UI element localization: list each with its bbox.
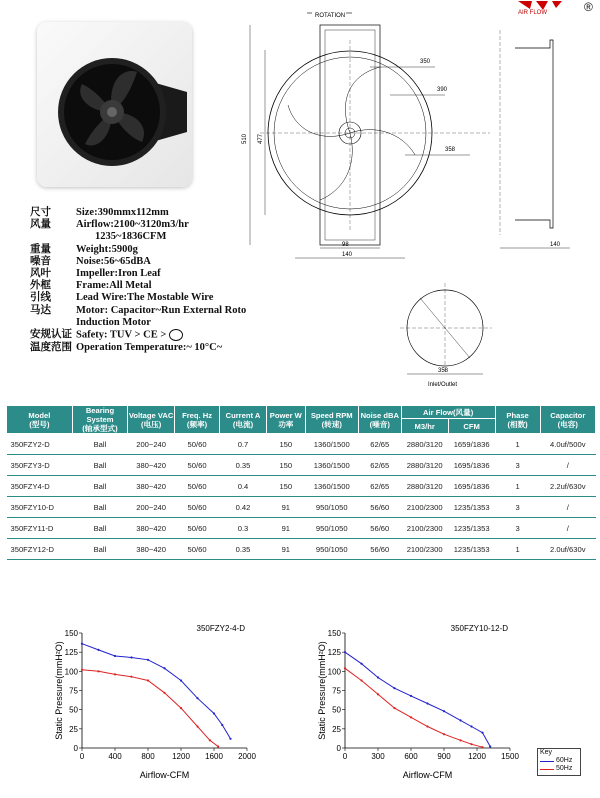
- data-point-50hz: [443, 733, 445, 735]
- x-tick-label: 800: [141, 752, 155, 761]
- table-cell: 200~240: [128, 497, 175, 518]
- data-point-50hz: [196, 725, 198, 727]
- table-cell: 0.35: [220, 539, 267, 560]
- spec-value: Airflow:2100~3120m3/hr: [76, 219, 189, 231]
- spec-list: [30, 207, 270, 354]
- chart-title: 350FZY10-12-D: [450, 624, 508, 633]
- spec-value: Impeller:Iron Leaf: [76, 268, 161, 280]
- data-point-50hz: [393, 707, 395, 709]
- table-cell: 1360/1500: [305, 434, 358, 455]
- airflow-logo-label: AIR FLOW: [518, 10, 548, 16]
- table-cell: 4.0uf/500v: [540, 434, 595, 455]
- table-cell: 2880/3120: [401, 434, 448, 455]
- data-point-50hz: [344, 667, 346, 669]
- spec-value: Induction Motor: [76, 316, 151, 328]
- data-point-50hz: [459, 739, 461, 741]
- data-point-60hz: [180, 679, 182, 681]
- dim-350: 350: [420, 59, 431, 65]
- th-noise: Noise dBA (噪音): [358, 406, 401, 434]
- registered-mark: ®: [584, 0, 593, 14]
- table-cell: 2880/3120: [401, 455, 448, 476]
- th-power: Power W 功率: [266, 406, 305, 434]
- th-voltage: Voltage VAC (电压): [128, 406, 175, 434]
- table-cell: 56/60: [358, 518, 401, 539]
- table-cell: 350FZY12-D: [7, 539, 73, 560]
- data-point-60hz: [489, 745, 491, 747]
- dim-140-bottom: 140: [342, 252, 353, 258]
- x-tick-label: 300: [371, 752, 385, 761]
- data-point-60hz: [470, 725, 472, 727]
- table-cell: 200~240: [128, 434, 175, 455]
- table-cell: 0.42: [220, 497, 267, 518]
- x-tick-label: 1200: [172, 752, 190, 761]
- spec-row: [30, 231, 270, 243]
- table-cell: Ball: [72, 518, 127, 539]
- data-point-50hz: [377, 693, 379, 695]
- table-cell: 50/60: [175, 455, 220, 476]
- data-point-50hz: [163, 692, 165, 694]
- x-tick-label: 1200: [468, 752, 486, 761]
- th-current: Current A (电流): [220, 406, 267, 434]
- data-point-50hz: [410, 716, 412, 718]
- y-tick-label: 25: [332, 724, 341, 734]
- th-capacitor: Capacitor (电容): [540, 406, 595, 434]
- data-point-60hz: [114, 655, 116, 657]
- key-label-60hz: 60Hz: [556, 757, 573, 764]
- table-cell: 950/1050: [305, 518, 358, 539]
- data-point-60hz: [377, 676, 379, 678]
- table-cell: 2.2uf/630v: [540, 476, 595, 497]
- table-cell: 1659/1836: [448, 434, 495, 455]
- data-point-60hz: [426, 702, 428, 704]
- table-cell: Ball: [72, 539, 127, 560]
- spec-label-cn: 安规认证: [30, 329, 72, 341]
- spec-row: [30, 268, 270, 280]
- table-cell: 50/60: [175, 518, 220, 539]
- key-line-60hz: [540, 761, 554, 762]
- spec-row: [30, 207, 270, 219]
- data-point-50hz: [360, 679, 362, 681]
- data-point-60hz: [97, 649, 99, 651]
- table-cell: 2100/2300: [401, 518, 448, 539]
- y-axis-label: Static Pressure(mmH²O): [54, 641, 64, 740]
- data-point-50hz: [130, 676, 132, 678]
- spec-value: Frame:All Metal: [76, 280, 152, 292]
- dim-358: 358: [445, 147, 456, 153]
- spec-label-cn: 噪音: [30, 255, 51, 267]
- data-point-50hz: [217, 745, 219, 747]
- th-cfm: CFM: [448, 419, 495, 434]
- spec-row: [30, 292, 270, 304]
- table-cell: 2880/3120: [401, 476, 448, 497]
- y-tick-label: 125: [64, 648, 78, 658]
- spec-row: [30, 317, 270, 329]
- table-cell: 3: [495, 518, 540, 539]
- table-cell: Ball: [72, 476, 127, 497]
- data-point-60hz: [410, 695, 412, 697]
- table-cell: 56/60: [358, 539, 401, 560]
- table-cell: 3: [495, 455, 540, 476]
- table-cell: 50/60: [175, 434, 220, 455]
- rotation-label: ROTATION: [315, 13, 346, 19]
- product-photo: [37, 22, 192, 187]
- y-tick-label: 150: [64, 629, 78, 638]
- brand-logo: [508, 0, 568, 20]
- table-cell: 350FZY4-D: [7, 476, 73, 497]
- dim-98: 98: [342, 242, 349, 248]
- data-point-60hz: [443, 710, 445, 712]
- series-line-50hz: [82, 670, 218, 747]
- y-tick-label: 0: [336, 744, 341, 753]
- table-cell: 62/65: [358, 476, 401, 497]
- table-row: [7, 518, 596, 539]
- table-cell: Ball: [72, 434, 127, 455]
- spec-label-cn: 引线: [30, 292, 51, 304]
- table-cell: 1235/1353: [448, 518, 495, 539]
- x-axis-label: Airflow-CFM: [402, 770, 453, 780]
- spec-value: Lead Wire:The Mostable Wire: [76, 292, 214, 304]
- table-cell: 50/60: [175, 476, 220, 497]
- table-cell: 91: [266, 497, 305, 518]
- spec-value: Operation Temperature:~ 10°C~: [76, 341, 223, 353]
- table-cell: Ball: [72, 455, 127, 476]
- spec-value: 1235~1836CFM: [95, 231, 167, 243]
- table-cell: 150: [266, 434, 305, 455]
- table-cell: 56/60: [358, 497, 401, 518]
- data-point-60hz: [344, 651, 346, 653]
- spec-value: Safety: TUV > CE >: [76, 329, 167, 341]
- table-cell: 1695/1836: [448, 455, 495, 476]
- spec-label-cn: 外框: [30, 280, 51, 292]
- table-cell: 0.4: [220, 476, 267, 497]
- table-cell: /: [540, 518, 595, 539]
- table-row: [7, 434, 596, 455]
- table-cell: 1: [495, 434, 540, 455]
- performance-chart-350fzy10-12-d: [315, 620, 530, 785]
- data-point-60hz: [213, 712, 215, 714]
- spec-label-cn: 风叶: [30, 268, 51, 280]
- table-cell: 150: [266, 455, 305, 476]
- y-tick-label: 0: [73, 744, 78, 753]
- y-axis-label: Static Pressure(mmH²O): [317, 641, 327, 740]
- side-view-drawing: [495, 20, 585, 260]
- table-cell: 380~420: [128, 518, 175, 539]
- series-line-60hz: [82, 644, 231, 739]
- table-cell: 950/1050: [305, 497, 358, 518]
- table-cell: 3: [495, 497, 540, 518]
- spec-value: Motor: Capacitor~Run External Roto: [76, 304, 247, 316]
- spec-row: [30, 305, 270, 317]
- key-line-50hz: [540, 769, 554, 770]
- th-bearing: Bearing System (轴承型式): [72, 406, 127, 434]
- spec-row: [30, 342, 270, 354]
- table-cell: /: [540, 455, 595, 476]
- inlet-outlet-drawing: [400, 278, 495, 390]
- table-cell: 50/60: [175, 539, 220, 560]
- data-point-60hz: [130, 656, 132, 658]
- y-tick-label: 75: [69, 686, 78, 696]
- table-cell: /: [540, 497, 595, 518]
- table-cell: 0.7: [220, 434, 267, 455]
- key-label-50hz: 50Hz: [556, 765, 573, 772]
- x-tick-label: 400: [108, 752, 122, 761]
- series-line-50hz: [345, 668, 483, 747]
- table-row: [7, 455, 596, 476]
- table-cell: 380~420: [128, 476, 175, 497]
- dim-510: 510: [242, 133, 248, 144]
- x-tick-label: 1600: [205, 752, 223, 761]
- key-title: Key: [540, 749, 553, 756]
- th-phase: Phase (相数): [495, 406, 540, 434]
- table-cell: 380~420: [128, 539, 175, 560]
- chart-key: [537, 748, 581, 776]
- dim-358-inlet: 358: [438, 368, 449, 374]
- data-point-60hz: [360, 663, 362, 665]
- th-model: Model (型号): [7, 406, 73, 434]
- data-point-50hz: [481, 746, 483, 748]
- table-cell: 2100/2300: [401, 539, 448, 560]
- x-tick-label: 0: [342, 752, 348, 761]
- y-tick-label: 50: [332, 705, 341, 715]
- spec-row: [30, 280, 270, 292]
- spec-table: [6, 405, 596, 560]
- table-cell: 1235/1353: [448, 539, 495, 560]
- data-point-50hz: [180, 707, 182, 709]
- table-cell: 1360/1500: [305, 476, 358, 497]
- table-cell: 350FZY2-D: [7, 434, 73, 455]
- table-cell: 62/65: [358, 434, 401, 455]
- y-tick-label: 75: [332, 686, 341, 696]
- data-point-50hz: [81, 669, 83, 671]
- y-tick-label: 25: [69, 724, 78, 734]
- th-freq: Freq. Hz (频率): [175, 406, 220, 434]
- table-row: [7, 539, 596, 560]
- x-axis-label: Airflow-CFM: [139, 770, 190, 780]
- spec-value: Noise:56~65dBA: [76, 255, 151, 267]
- y-tick-label: 150: [327, 629, 341, 638]
- data-point-50hz: [426, 725, 428, 727]
- data-point-60hz: [81, 643, 83, 645]
- spec-row: [30, 329, 270, 342]
- table-cell: 1695/1836: [448, 476, 495, 497]
- dim-390: 390: [437, 87, 448, 93]
- fan-photo-illustration: [37, 22, 192, 187]
- y-tick-label: 100: [327, 667, 341, 677]
- th-speed: Speed RPM (转速): [305, 406, 358, 434]
- th-airflow: Air Flow(风量): [401, 406, 495, 419]
- table-cell: 91: [266, 518, 305, 539]
- data-point-60hz: [393, 687, 395, 689]
- y-tick-label: 100: [64, 667, 78, 677]
- spec-value: Size:390mmx112mm: [76, 207, 169, 218]
- spec-label-cn: 风量: [30, 219, 51, 231]
- spec-label-cn: 马达: [30, 304, 51, 316]
- x-tick-label: 600: [404, 752, 418, 761]
- data-point-60hz: [221, 724, 223, 726]
- data-point-50hz: [209, 739, 211, 741]
- spec-row: [30, 256, 270, 268]
- spec-label-cn: 重量: [30, 243, 51, 255]
- chart-title: 350FZY2-4-D: [196, 624, 245, 633]
- spec-value: Weight:5900g: [76, 243, 138, 255]
- data-point-50hz: [147, 679, 149, 681]
- x-tick-label: 0: [79, 752, 85, 761]
- inlet-outlet-label: Inlet/Outlet: [428, 382, 458, 388]
- table-cell: 91: [266, 539, 305, 560]
- table-cell: 1235/1353: [448, 497, 495, 518]
- spec-row: [30, 219, 270, 231]
- table-cell: 350FZY10-D: [7, 497, 73, 518]
- table-row: [7, 497, 596, 518]
- table-cell: 50/60: [175, 497, 220, 518]
- spec-row: [30, 244, 270, 256]
- data-point-50hz: [97, 670, 99, 672]
- th-m3hr: M3/hr: [401, 419, 448, 434]
- table-cell: 0.3: [220, 518, 267, 539]
- table-cell: 1360/1500: [305, 455, 358, 476]
- table-cell: 350FZY11-D: [7, 518, 73, 539]
- table-cell: 150: [266, 476, 305, 497]
- table-cell: 62/65: [358, 455, 401, 476]
- y-tick-label: 50: [69, 705, 78, 715]
- y-tick-label: 125: [327, 648, 341, 658]
- data-point-60hz: [196, 697, 198, 699]
- spec-label-cn: 尺寸: [30, 207, 51, 218]
- x-tick-label: 1500: [501, 752, 519, 761]
- data-point-50hz: [470, 743, 472, 745]
- data-point-60hz: [229, 738, 231, 740]
- front-view-drawing: [240, 5, 500, 270]
- data-point-60hz: [147, 659, 149, 661]
- spec-label-cn: 温度范围: [30, 341, 72, 353]
- table-cell: 380~420: [128, 455, 175, 476]
- table-cell: 1: [495, 539, 540, 560]
- table-cell: 0.35: [220, 455, 267, 476]
- series-line-60hz: [345, 652, 490, 746]
- table-cell: Ball: [72, 497, 127, 518]
- table-cell: 1: [495, 476, 540, 497]
- data-point-60hz: [459, 719, 461, 721]
- performance-chart-350fzy2-4-d: [52, 620, 267, 785]
- x-tick-label: 900: [437, 752, 451, 761]
- table-cell: 2.0uf/630v: [540, 539, 595, 560]
- table-cell: 2100/2300: [401, 497, 448, 518]
- table-row: [7, 476, 596, 497]
- dim-140-side: 140: [550, 242, 561, 248]
- data-point-50hz: [114, 673, 116, 675]
- data-point-60hz: [481, 732, 483, 734]
- table-cell: 950/1050: [305, 539, 358, 560]
- table-cell: 350FZY3-D: [7, 455, 73, 476]
- ccc-certification-icon: [169, 329, 183, 341]
- dim-477: 477: [258, 133, 264, 144]
- data-point-60hz: [163, 667, 165, 669]
- x-tick-label: 2000: [238, 752, 256, 761]
